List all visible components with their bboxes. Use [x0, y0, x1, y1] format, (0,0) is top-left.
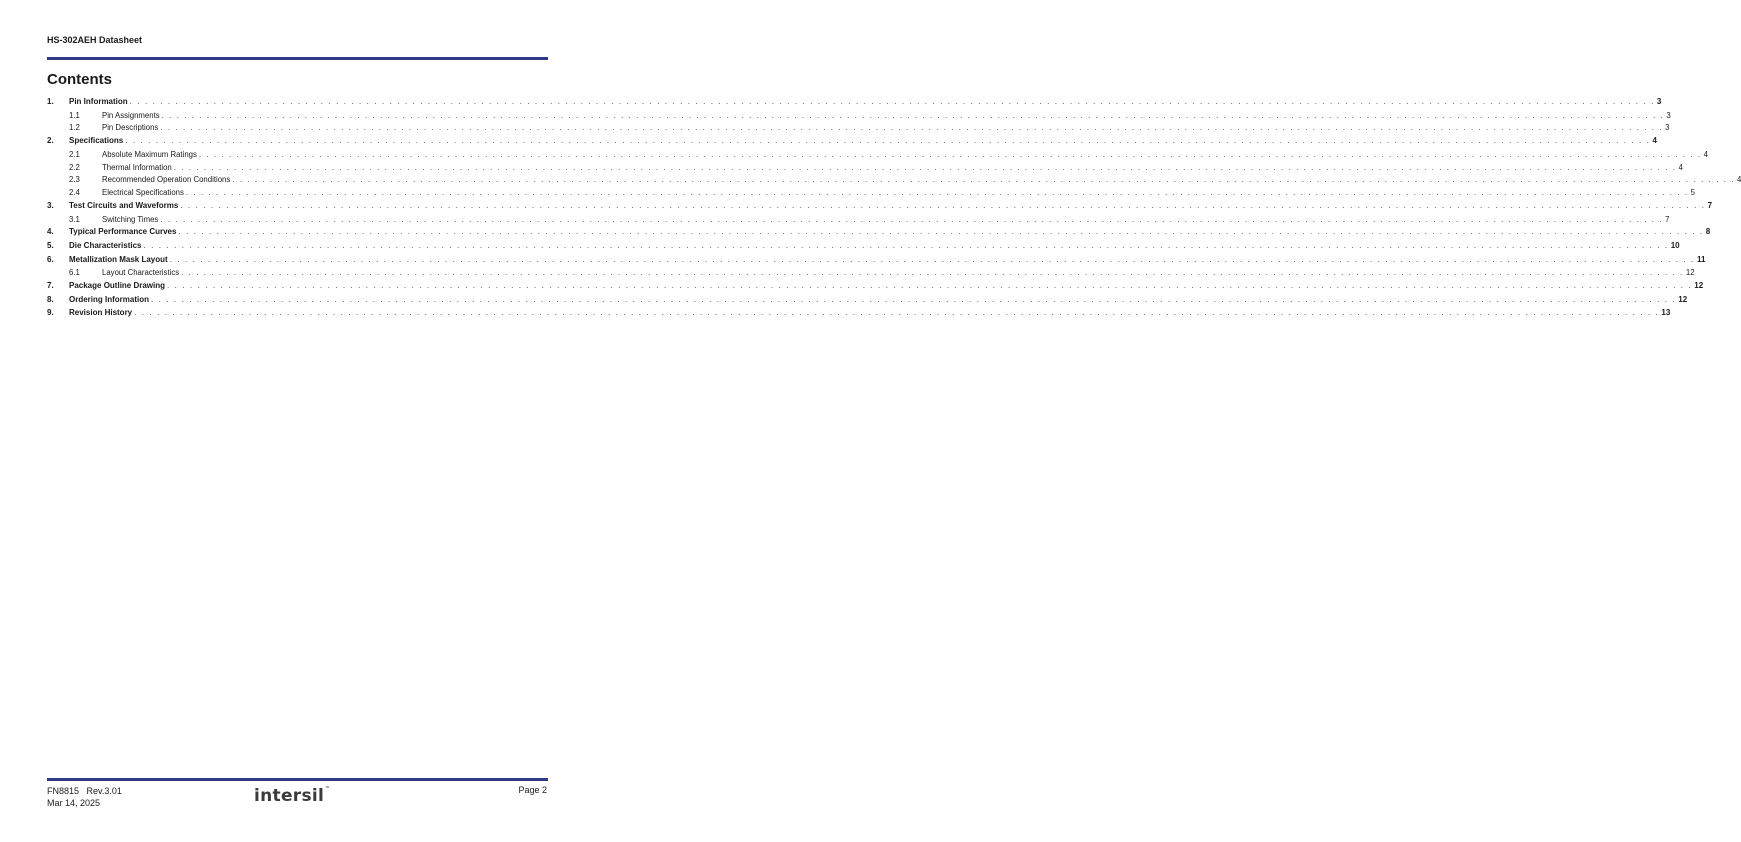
toc-entry-title: Ordering Information	[69, 294, 149, 304]
toc-dot-leader: . . . . . . . . . . . . . . . . . . . . . . . . . . . . . . . . . . . . . . . . . . . . . . . . . . . . . . . . . . . . . . . . . . . . . . . . . . . . . . . . . . . . . . . . . . . . . . . . . . . . . . . . . . . . . . . . . . . . . . . . . . . . . . . . . . . . . . . . . . . . . . . . . . . . . . . . . . . . . . . . . . . . . . . . . . . . . . . . . . . . . . . . . . . . . . . . . . . . . . . .	[173, 162, 1677, 172]
toc-entry-number: 3.1	[69, 214, 80, 224]
toc-entry-number: 3.	[47, 200, 54, 210]
header-title: HS-302AEH Datasheet	[47, 35, 143, 45]
toc-entry-number: 6.1	[69, 268, 80, 278]
toc-entry-title: Pin Assignments	[102, 110, 160, 120]
toc-dot-leader: . . . . . . . . . . . . . . . . . . . . . . . . . . . . . . . . . . . . . . . . . . . . . . . . . . . . . . . . . . . . . . . . . . . . . . . . . . . . . . . . . . . . . . . . . . . . . . . . . . . . . . . . . . . . . . . . . . . . . . . . . . . . . . . . . . . . . . . . . . . . . . . . . . . . . . . . . . . . . . . . . . . . . . . . . . . . . . . . . . . . . . . . . . . . . . . . . . . . . . . .	[181, 268, 1684, 278]
toc-dot-leader: . . . . . . . . . . . . . . . . . . . . . . . . . . . . . . . . . . . . . . . . . . . . . . . . . . . . . . . . . . . . . . . . . . . . . . . . . . . . . . . . . . . . . . . . . . . . . . . . . . . . . . . . . . . . . . . . . . . . . . . . . . . . . . . . . . . . . . . . . . . . . . . . . . . . . . . . . . . . . . . . . . . . . . . . . . . . . . . . . . . . . . . . . . . . . . . . . . . . . . . .	[232, 175, 1736, 185]
toc-entry-number: 2.4	[69, 188, 80, 198]
toc-dot-leader: . . . . . . . . . . . . . . . . . . . . . . . . . . . . . . . . . . . . . . . . . . . . . . . . . . . . . . . . . . . . . . . . . . . . . . . . . . . . . . . . . . . . . . . . . . . . . . . . . . . . . . . . . . . . . . . . . . . . . . . . . . . . . . . . . . . . . . . . . . . . . . . . . . . . . . . . . . . . . . . . . . . . . . . . . . . . . . . . . . . . . . . . . . . . . . . . . . . . . . . .	[169, 254, 1695, 264]
toc-entry-page: 13	[1661, 308, 1671, 318]
toc-entry[interactable]	[47, 200, 1713, 215]
toc-entry-page: 12	[1694, 280, 1704, 290]
trademark-mark: ™	[325, 786, 331, 792]
footer-doc-info	[47, 785, 122, 809]
toc-subentry[interactable]	[47, 110, 1671, 124]
toc-subentry[interactable]	[47, 214, 1670, 228]
toc-entry-page: 8	[1705, 227, 1711, 237]
toc-entry[interactable]	[47, 136, 1657, 150]
toc-entry-page: 7	[1665, 214, 1670, 224]
toc-entry-page: 4	[1678, 162, 1683, 172]
toc-entry[interactable]	[47, 294, 1688, 309]
toc-subentry[interactable]	[47, 149, 1708, 163]
toc-entry-page: 4	[1737, 175, 1741, 185]
toc-entry-page: 7	[1707, 200, 1713, 210]
toc-entry-number: 1.	[47, 97, 54, 106]
toc-entry-number: 2.2	[69, 162, 80, 172]
toc-entry-title: Die Characteristics	[69, 240, 142, 250]
toc-entry-title: Layout Characteristics	[102, 268, 180, 278]
toc-dot-leader: . . . . . . . . . . . . . . . . . . . . . . . . . . . . . . . . . . . . . . . . . . . . . . . . . . . . . . . . . . . . . . . . . . . . . . . . . . . . . . . . . . . . . . . . . . . . . . . . . . . . . . . . . . . . . . . . . . . . . . . . . . . . . . . . . . . . . . . . . . . . . . . . . . . . . . . . . . . . . . . . . . . . . . . . . . . . . . . . . . . . . . . . . . . . . . . . . . . . . . . .	[160, 123, 1664, 133]
toc-dot-leader: . . . . . . . . . . . . . . . . . . . . . . . . . . . . . . . . . . . . . . . . . . . . . . . . . . . . . . . . . . . . . . . . . . . . . . . . . . . . . . . . . . . . . . . . . . . . . . . . . . . . . . . . . . . . . . . . . . . . . . . . . . . . . . . . . . . . . . . . . . . . . . . . . . . . . . . . . . . . . . . . . . . . . . . . . . . . . . . . . . . . . . . . . . . . . . . . . . . . . . . .	[129, 97, 1655, 106]
toc-dot-leader: . . . . . . . . . . . . . . . . . . . . . . . . . . . . . . . . . . . . . . . . . . . . . . . . . . . . . . . . . . . . . . . . . . . . . . . . . . . . . . . . . . . . . . . . . . . . . . . . . . . . . . . . . . . . . . . . . . . . . . . . . . . . . . . . . . . . . . . . . . . . . . . . . . . . . . . . . . . . . . . . . . . . . . . . . . . . . . . . . . . . . . . . . . . . . . . . . . . . . . . .	[125, 136, 1651, 146]
toc-entry-title: Typical Performance Curves	[69, 227, 177, 237]
toc-dot-leader: . . . . . . . . . . . . . . . . . . . . . . . . . . . . . . . . . . . . . . . . . . . . . . . . . . . . . . . . . . . . . . . . . . . . . . . . . . . . . . . . . . . . . . . . . . . . . . . . . . . . . . . . . . . . . . . . . . . . . . . . . . . . . . . . . . . . . . . . . . . . . . . . . . . . . . . . . . . . . . . . . . . . . . . . . . . . . . . . . . . . . . . . . . . . . . . . . . . . . . . .	[167, 280, 1693, 290]
toc-entry-title: Pin Descriptions	[102, 123, 159, 133]
toc-entry-title: Absolute Maximum Ratings	[102, 149, 197, 159]
toc-entry-number: 8.	[47, 294, 54, 304]
toc-entry-number: 7.	[47, 280, 54, 290]
toc-entry[interactable]	[47, 97, 1662, 111]
toc-entry-page: 4	[1652, 136, 1657, 146]
toc-dot-leader: . . . . . . . . . . . . . . . . . . . . . . . . . . . . . . . . . . . . . . . . . . . . . . . . . . . . . . . . . . . . . . . . . . . . . . . . . . . . . . . . . . . . . . . . . . . . . . . . . . . . . . . . . . . . . . . . . . . . . . . . . . . . . . . . . . . . . . . . . . . . . . . . . . . . . . . . . . . . . . . . . . . . . . . . . . . . . . . . . . . . . . . . . . . . . . . . . . . . . . . .	[198, 149, 1702, 159]
toc-entry-page: 3	[1665, 123, 1670, 133]
footer-date: Mar 14, 2025	[47, 798, 101, 808]
toc-entry-number: 2.	[47, 136, 54, 146]
toc-entry[interactable]	[47, 280, 1704, 295]
toc-dot-leader: . . . . . . . . . . . . . . . . . . . . . . . . . . . . . . . . . . . . . . . . . . . . . . . . . . . . . . . . . . . . . . . . . . . . . . . . . . . . . . . . . . . . . . . . . . . . . . . . . . . . . . . . . . . . . . . . . . . . . . . . . . . . . . . . . . . . . . . . . . . . . . . . . . . . . . . . . . . . . . . . . . . . . . . . . . . . . . . . . . . . . . . . . . . . . . . . . . . . . . . .	[151, 294, 1677, 304]
toc-dot-leader: . . . . . . . . . . . . . . . . . . . . . . . . . . . . . . . . . . . . . . . . . . . . . . . . . . . . . . . . . . . . . . . . . . . . . . . . . . . . . . . . . . . . . . . . . . . . . . . . . . . . . . . . . . . . . . . . . . . . . . . . . . . . . . . . . . . . . . . . . . . . . . . . . . . . . . . . . . . . . . . . . . . . . . . . . . . . . . . . . . . . . . . . . . . . . . . . . . . . . . . .	[134, 308, 1660, 318]
toc-entry-title: Switching Times	[102, 214, 159, 224]
toc-dot-leader: . . . . . . . . . . . . . . . . . . . . . . . . . . . . . . . . . . . . . . . . . . . . . . . . . . . . . . . . . . . . . . . . . . . . . . . . . . . . . . . . . . . . . . . . . . . . . . . . . . . . . . . . . . . . . . . . . . . . . . . . . . . . . . . . . . . . . . . . . . . . . . . . . . . . . . . . . . . . . . . . . . . . . . . . . . . . . . . . . . . . . . . . . . . . . . . . . . . . . . . .	[185, 188, 1689, 198]
toc-entry-number: 5.	[47, 240, 54, 250]
toc-subentry[interactable]	[47, 188, 1695, 201]
toc-entry-title: Electrical Specifications	[102, 188, 184, 198]
toc-entry-number: 1.1	[69, 110, 80, 120]
toc-dot-leader: . . . . . . . . . . . . . . . . . . . . . . . . . . . . . . . . . . . . . . . . . . . . . . . . . . . . . . . . . . . . . . . . . . . . . . . . . . . . . . . . . . . . . . . . . . . . . . . . . . . . . . . . . . . . . . . . . . . . . . . . . . . . . . . . . . . . . . . . . . . . . . . . . . . . . . . . . . . . . . . . . . . . . . . . . . . . . . . . . . . . . . . . . . . . . . . . . . . . . . . .	[143, 240, 1669, 250]
contents-heading: Contents	[47, 71, 112, 88]
toc-entry-title: Thermal Information	[102, 162, 172, 172]
toc-subentry[interactable]	[47, 162, 1683, 176]
toc-entry-page: 11	[1696, 254, 1706, 264]
header-rule	[47, 57, 548, 60]
toc-entry-page: 3	[1656, 97, 1662, 106]
footer-page-number: Page 2	[518, 785, 547, 795]
toc-entry-title: Pin Information	[69, 97, 128, 106]
toc-subentry[interactable]	[47, 268, 1695, 281]
toc-entry-number: 9.	[47, 308, 54, 318]
table-of-contents	[47, 97, 1741, 322]
toc-subentry[interactable]	[47, 123, 1670, 136]
toc-entry[interactable]	[47, 240, 1680, 255]
toc-entry-title: Specifications	[69, 136, 124, 146]
footer-doc-id: FN8815	[47, 786, 80, 796]
toc-entry-title: Metallization Mask Layout	[69, 254, 168, 264]
toc-entry-title: Package Outline Drawing	[69, 280, 166, 290]
footer-revision: Rev.3.01	[86, 786, 122, 796]
toc-dot-leader: . . . . . . . . . . . . . . . . . . . . . . . . . . . . . . . . . . . . . . . . . . . . . . . . . . . . . . . . . . . . . . . . . . . . . . . . . . . . . . . . . . . . . . . . . . . . . . . . . . . . . . . . . . . . . . . . . . . . . . . . . . . . . . . . . . . . . . . . . . . . . . . . . . . . . . . . . . . . . . . . . . . . . . . . . . . . . . . . . . . . . . . . . . . . . . . . . . . . . . . .	[180, 200, 1706, 210]
toc-entry-page: 12	[1685, 268, 1695, 278]
toc-dot-leader: . . . . . . . . . . . . . . . . . . . . . . . . . . . . . . . . . . . . . . . . . . . . . . . . . . . . . . . . . . . . . . . . . . . . . . . . . . . . . . . . . . . . . . . . . . . . . . . . . . . . . . . . . . . . . . . . . . . . . . . . . . . . . . . . . . . . . . . . . . . . . . . . . . . . . . . . . . . . . . . . . . . . . . . . . . . . . . . . . . . . . . . . . . . . . . . . . . . . . . . .	[160, 214, 1664, 224]
footer-rule	[47, 778, 548, 781]
toc-dot-leader: . . . . . . . . . . . . . . . . . . . . . . . . . . . . . . . . . . . . . . . . . . . . . . . . . . . . . . . . . . . . . . . . . . . . . . . . . . . . . . . . . . . . . . . . . . . . . . . . . . . . . . . . . . . . . . . . . . . . . . . . . . . . . . . . . . . . . . . . . . . . . . . . . . . . . . . . . . . . . . . . . . . . . . . . . . . . . . . . . . . . . . . . . . . . . . . . . . . . . . . .	[178, 227, 1704, 237]
toc-entry[interactable]	[47, 254, 1706, 269]
toc-entry-page: 12	[1678, 294, 1688, 304]
toc-entry-page: 5	[1690, 188, 1695, 198]
toc-entry-title: Test Circuits and Waveforms	[69, 200, 179, 210]
logo-text: intersil	[254, 786, 325, 806]
toc-entry-number: 1.2	[69, 123, 80, 133]
toc-entry[interactable]	[47, 227, 1711, 241]
toc-entry-page: 3	[1666, 110, 1671, 120]
toc-entry-number: 2.3	[69, 175, 80, 185]
toc-entry-number: 4.	[47, 227, 54, 237]
toc-entry-title: Revision History	[69, 308, 133, 318]
toc-entry[interactable]	[47, 308, 1671, 322]
toc-entry-number: 6.	[47, 254, 54, 264]
intersil-logo	[254, 786, 330, 806]
toc-entry-page: 10	[1670, 240, 1680, 250]
toc-entry-page: 4	[1703, 149, 1708, 159]
toc-dot-leader: . . . . . . . . . . . . . . . . . . . . . . . . . . . . . . . . . . . . . . . . . . . . . . . . . . . . . . . . . . . . . . . . . . . . . . . . . . . . . . . . . . . . . . . . . . . . . . . . . . . . . . . . . . . . . . . . . . . . . . . . . . . . . . . . . . . . . . . . . . . . . . . . . . . . . . . . . . . . . . . . . . . . . . . . . . . . . . . . . . . . . . . . . . . . . . . . . . . . . . . .	[161, 110, 1665, 120]
toc-subentry[interactable]	[47, 175, 1741, 188]
toc-entry-number: 2.1	[69, 149, 80, 159]
toc-entry-title: Recommended Operation Conditions	[102, 175, 231, 185]
